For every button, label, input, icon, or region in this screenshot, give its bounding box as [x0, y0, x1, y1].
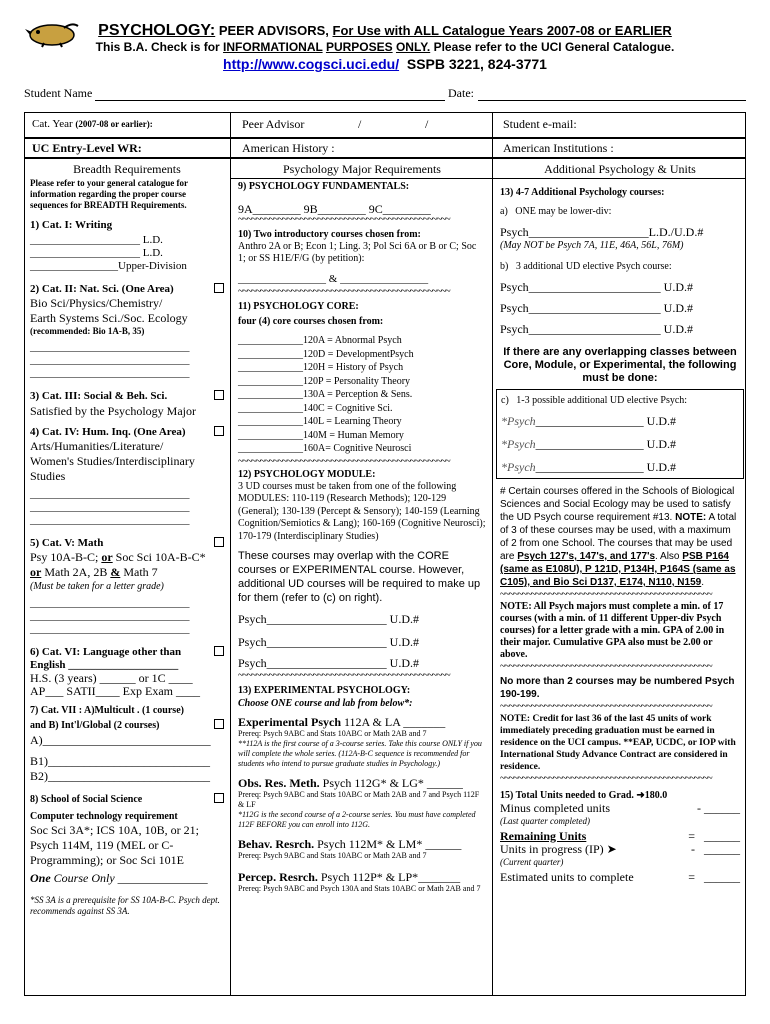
divider: ~~~~~~~~~~~~~~~~~~~~~~~~~~~~~~~~~~~~~~~~~~~~~~~~ — [238, 288, 450, 296]
header-contact — [0, 56, 770, 72]
exp3-prereq: Prereq: Psych 9ABC and Stats 10ABC or Math 2AB and 7 — [238, 851, 427, 860]
cat-year-note: (2007-08 or earlier): — [75, 119, 153, 129]
module-field[interactable]: Psych____________________ U.D.# — [238, 635, 420, 649]
in-progress-row[interactable]: Units in progress (IP) ➤ - ______ — [500, 842, 740, 856]
cat5-field-3[interactable]: _____________________________ — [30, 623, 190, 635]
total-units-row: 15) Total Units needed to Grad. ➜180.0 — [500, 790, 668, 801]
exp1-note: **112A is the first course of a 3-course series. Take this course ONLY if you will complete the whole series. (112A-B-C sequence is recommended for students who intend to pursue graduate studies in Psychology.) — [238, 739, 482, 768]
certain-courses: # Certain courses offered in the Schools of Biological Sciences and Social Ecology may be used to satisfy the UD Psych course requirement #13. NOTE: A total of 3 of these courses may be used, with a maximum of 2 from one School. The courses that may be used are Psych 127's, 147's, and 177's. Also PSB P164 (same as E108U), P 121D, P134H, P164S (same as C105), and Bio Sci D137, E174, N110, N159. — [500, 486, 737, 588]
breadth-heading: Breadth Requirements — [73, 162, 181, 176]
title-main: PSYCHOLOGY: — [98, 22, 216, 39]
divider: ~~~~~~~~~~~~~~~~~~~~~~~~~~~~~~~~~~~~~~~~~~~~~~~~ — [500, 703, 712, 711]
s10-fields[interactable]: ________________ & ________________ — [238, 273, 429, 285]
cat3-checkbox[interactable] — [214, 390, 224, 400]
core-item[interactable]: _____________160A= Cognitive Neurosci — [238, 443, 412, 454]
s10-options: Anthro 2A or B; Econ 1; Ling. 3; Pol Sci 6A or B or C; Soc 1; or SS H1E/F/G (by petition): — [238, 241, 477, 264]
website-link[interactable]: http://www.cogsci.uci.edu/ — [223, 56, 400, 72]
cat2-recommended: (recommended: Bio 1A-B, 35) — [30, 326, 145, 336]
exp3-field[interactable]: Behav. Resrch. Psych 112M* & LM* ______ — [238, 837, 462, 851]
cat3-heading: 3) Cat. III: Social & Beh. Sci. — [30, 390, 224, 403]
c-field[interactable]: *Psych__________________ U.D.# — [501, 437, 676, 451]
disclaimer-e: Please refer to the UCI General Catalogue. — [433, 40, 675, 54]
cat1-ld1-field[interactable]: ____________________ L.D. — [30, 234, 163, 246]
footnote: *SS 3A is a prerequisite for SS 10A-B-C. Psych dept. recommends against SS 3A. — [30, 895, 220, 916]
max-190-note: No more than 2 courses may be numbered Psych 190-199. — [500, 676, 735, 700]
cat8-one-only[interactable]: One Course Only _______________ — [30, 871, 208, 885]
american-history-label: American History : — [242, 141, 335, 155]
core-item[interactable]: _____________130A = Perception & Sens. — [238, 389, 413, 400]
cat5-field-2[interactable]: _____________________________ — [30, 610, 190, 622]
cat4-heading: 4) Cat. IV: Hum. Inq. (One Area) — [30, 426, 224, 439]
cat3-satisfied: Satisfied by the Psychology Major — [30, 404, 196, 418]
cat7-checkbox[interactable] — [214, 719, 224, 729]
core-item[interactable]: _____________120D = DevelopmentPsych — [238, 348, 414, 360]
title-use: For Use with ALL Catalogue Years 2007-08 or EARLIER — [332, 23, 672, 38]
s13-note: Choose ONE course and lab from below*: — [238, 698, 413, 709]
exp4-field[interactable]: Percep. Resrch. Psych 112P* & LP*_______ — [238, 870, 461, 884]
divider: ~~~~~~~~~~~~~~~~~~~~~~~~~~~~~~~~~~~~~~~~~~~~~~~~ — [238, 216, 450, 224]
slash-2: / — [425, 117, 429, 131]
disclaimer-a: This B.A. Check is for — [95, 40, 220, 54]
cat5-heading: 5) Cat. V: Math — [30, 537, 224, 550]
exp4-prereq: Prereq: Psych 9ABC and Psych 130A and Stats 10ABC or Math 2AB and 7 — [238, 884, 481, 893]
cat2-field-3[interactable]: _____________________________ — [30, 367, 190, 379]
s11-heading: 11) PSYCHOLOGY CORE: — [238, 301, 359, 312]
cat2-areas: Bio Sci/Physics/Chemistry/ Earth Systems Sci./Soc. Ecology — [30, 296, 188, 325]
cat4-field-1[interactable]: _____________________________ — [30, 488, 190, 500]
cat1-heading: 1) Cat. I: Writing — [30, 219, 113, 231]
s9-heading: 9) PSYCHOLOGY FUNDAMENTALS: — [238, 181, 410, 192]
remaining-row[interactable]: Remaining Units = ______ — [500, 829, 740, 843]
exp2-field[interactable]: Obs. Res. Meth. Psych 112G* & LG* ______ — [238, 776, 463, 790]
american-institutions-label: American Institutions : — [503, 141, 614, 155]
disclaimer-d: ONLY. — [395, 40, 431, 54]
arrow-right-icon: ➜ — [636, 790, 645, 801]
divider — [230, 158, 231, 996]
core-item[interactable]: _____________120A = Abnormal Psych — [238, 335, 402, 346]
cat5-field-1[interactable]: _____________________________ — [30, 597, 190, 609]
uc-entry-label: UC Entry-Level WR: — [32, 141, 142, 155]
divider: ~~~~~~~~~~~~~~~~~~~~~~~~~~~~~~~~~~~~~~~~~~~~~~~~ — [500, 663, 712, 671]
b-field[interactable]: Psych______________________ U.D.# — [500, 322, 694, 336]
exp2-note: *112G is the second course of a 2-course series. You must have completed 112F BEFORE you can enroll into 112G. — [238, 810, 476, 829]
breadth-column — [30, 163, 224, 917]
major-heading: Psychology Major Requirements — [283, 162, 441, 176]
cat6-heading: 6) Cat. VI: Language other than — [30, 646, 224, 659]
breadth-note: Please refer to your general catalogue for information regarding the proper course sequences for BREADTH Requirements. — [30, 178, 188, 210]
s12-modules: 3 UD courses must be taken from one of the following MODULES: 110-119 (Research Methods); 120-129 (General); 130-139 (Percept & Sensory); 140-159 (Learning Cognition/Semiotics & Lang); 160-169 (Cognitive Neurosci); 170-179 (Interdisciplinary Studies) — [238, 480, 486, 542]
cat1-ud-field[interactable]: ________________Upper-Division — [30, 260, 187, 272]
cat8-comp: Computer technology requirement — [30, 811, 178, 822]
divider: ~~~~~~~~~~~~~~~~~~~~~~~~~~~~~~~~~~~~~~~~~~~~~~~~ — [500, 775, 712, 783]
cat5-options: Psy 10A-B-C; or Soc Sci 10A-B-C* or Math 2A, 2B & Math 7 — [30, 550, 206, 579]
divider — [230, 138, 231, 158]
core-list — [238, 334, 486, 456]
s13-heading: 13) EXPERIMENTAL PSYCHOLOGY: — [238, 685, 411, 696]
b-field[interactable]: Psych______________________ U.D.# — [500, 301, 694, 315]
cat5-checkbox[interactable] — [214, 537, 224, 547]
cat4-areas: Arts/Humanities/Literature/ Women's Studies/Interdisciplinary Studies — [30, 439, 195, 483]
b-field[interactable]: Psych______________________ U.D.# — [500, 280, 694, 294]
s9-fields[interactable]: 9A________ 9B________ 9C________ — [238, 202, 431, 216]
all-majors-note: NOTE: All Psych majors must complete a min. of 17 courses (with a min. of 11 different Upper-div Psych courses) for a letter grade with a min. GPA of 2.00 in their major. Cumulative GPA also must be 2.00 or above. — [500, 601, 725, 660]
divider: ~~~~~~~~~~~~~~~~~~~~~~~~~~~~~~~~~~~~~~~~~~~~~~~~ — [238, 457, 450, 466]
peer-advisor-label: Peer Advisor — [242, 117, 305, 131]
s12-heading: 12) PSYCHOLOGY MODULE: — [238, 468, 376, 480]
disclaimer-c: PURPOSES — [325, 40, 393, 54]
cat8-heading: 8) School of Social Science — [30, 793, 224, 806]
cat6-hs-field[interactable]: H.S. (3 years) ______ or 1C ____ — [30, 671, 193, 685]
cat6-english[interactable]: English ____________________ — [30, 659, 179, 671]
cat7-b1-field[interactable]: B1)___________________________ — [30, 754, 210, 768]
cat2-field-1[interactable]: _____________________________ — [30, 341, 190, 353]
additional-heading: Additional Psychology & Units — [544, 162, 696, 176]
student-email-label: Student e-mail: — [503, 117, 577, 131]
cat8-checkbox[interactable] — [214, 793, 224, 803]
date-label: Date: — [448, 86, 474, 100]
c-field[interactable]: *Psych__________________ U.D.# — [501, 460, 676, 474]
student-name-field[interactable] — [95, 100, 445, 101]
estimated-row[interactable]: Estimated units to complete = ______ — [500, 870, 740, 884]
last-quarter-note: (Last quarter completed) — [500, 816, 590, 826]
b-item: b) 3 additional UD elective Psych course: — [500, 261, 672, 272]
current-quarter-note: (Current quarter) — [500, 857, 564, 867]
cat2-field-2[interactable]: _____________________________ — [30, 354, 190, 366]
overlap-notice: If there are any overlapping classes between Core, Module, or Experimental, the following must be done: — [503, 346, 737, 384]
header-title — [0, 22, 770, 40]
a-field[interactable]: Psych____________________L.D./U.D.# — [500, 225, 704, 239]
c-field[interactable]: *Psych__________________ U.D.# — [501, 414, 676, 428]
office-info: SSPB 3221, 824-3771 — [406, 56, 547, 72]
divider — [492, 138, 493, 158]
header-disclaimer — [0, 40, 770, 54]
exp2-prereq: Prereq: Psych 9ABC and Stats 10ABC or Math 2AB and 7 and Psych 112F & LF — [238, 790, 480, 809]
arrow-icon: ➤ — [606, 842, 617, 856]
date-field[interactable] — [478, 100, 746, 101]
cat8-options: Soc Sci 3A*; ICS 10A, 10B, or 21; Psych 114M, 119 (MEL or C- Programming); or Soc Sci 101E — [30, 823, 200, 867]
major-column — [238, 163, 486, 894]
cat6-checkbox[interactable] — [214, 646, 224, 656]
s12-overlap: These courses may overlap with the CORE courses or EXPERIMENTAL course. However, additional UD courses will be required to make up for them (refer to (c) on right). — [238, 550, 481, 604]
divider — [492, 158, 493, 996]
a-item: a) ONE may be lower-div: — [500, 206, 612, 217]
exp1-field[interactable]: Experimental Psych 112A & LA _______ — [238, 715, 446, 729]
c-box — [496, 389, 744, 479]
cat5-note: (Must be taken for a letter grade) — [30, 581, 164, 592]
a-note: (May NOT be Psych 7A, 11E, 46A, 56L, 76M) — [500, 240, 684, 251]
cat7-b2-field[interactable]: B2)___________________________ — [30, 769, 210, 783]
cat4-checkbox[interactable] — [214, 426, 224, 436]
core-item[interactable]: _____________120H = History of Psych — [238, 362, 404, 373]
cat7-heading-b: and B) Int'l/Global (2 courses) — [30, 719, 224, 732]
student-name-label: Student Name — [24, 86, 93, 100]
divider — [492, 112, 493, 138]
divider — [230, 178, 492, 179]
divider: ~~~~~~~~~~~~~~~~~~~~~~~~~~~~~~~~~~~~~~~~~~~~~~~~ — [238, 672, 450, 680]
slash-1: / — [358, 117, 362, 131]
divider: ~~~~~~~~~~~~~~~~~~~~~~~~~~~~~~~~~~~~~~~~~~~~~~~~ — [500, 591, 712, 599]
core-item[interactable]: _____________140M = Human Memory — [238, 429, 404, 441]
cat6-ap-field[interactable]: AP___ SATII____ Exp Exam ____ — [30, 684, 200, 698]
c-item: c) 1-3 possible additional UD elective Psych: — [501, 395, 688, 406]
cat2-checkbox[interactable] — [214, 283, 224, 293]
cat-year-field[interactable] — [32, 118, 153, 130]
additional-column — [500, 163, 740, 884]
s13-additional-heading: 13) 4-7 Additional Psychology courses: — [500, 187, 665, 198]
core-item[interactable]: _____________140L = Learning Theory — [238, 416, 402, 427]
divider — [230, 112, 231, 138]
title-rest: PEER ADVISORS, — [218, 23, 329, 38]
s11-note: four (4) core courses chosen from: — [238, 316, 384, 327]
minus-units-row[interactable]: Minus completed units - ______ — [500, 801, 740, 815]
core-item[interactable]: _____________120P = Personality Theory — [238, 375, 411, 387]
cat7-a-field[interactable]: A)____________________________ — [30, 733, 211, 747]
cat-year-label: Cat. Year — [32, 118, 73, 130]
cat1-ld2-field[interactable]: ____________________ L.D. — [30, 247, 163, 259]
residence-note: NOTE: Credit for last 36 of the last 45 units of work immediately preceding graduation must be earned in residence on the UCI campus. **EAP, UCDC, or IOP with International Study Advance Contract are considered in residence. — [500, 714, 736, 772]
cat4-field-2[interactable]: _____________________________ — [30, 501, 190, 513]
divider — [492, 178, 746, 179]
exp1-prereq: Prereq: Psych 9ABC and Stats 10ABC or Math 2AB and 7 — [238, 729, 427, 738]
s10-heading: 10) Two introductory courses chosen from: — [238, 229, 421, 240]
cat4-field-3[interactable]: _____________________________ — [30, 514, 190, 526]
module-field[interactable]: Psych____________________ U.D.# — [238, 612, 420, 626]
cat2-heading: 2) Cat. II: Nat. Sci. (One Area) — [30, 283, 224, 296]
core-item[interactable]: _____________140C = Cognitive Sci. — [238, 402, 393, 414]
cat7-heading: 7) Cat. VII : A)Multicult . (1 course) — [30, 705, 184, 716]
module-field[interactable]: Psych____________________ U.D.# — [238, 656, 420, 670]
disclaimer-b: INFORMATIONAL — [223, 40, 323, 54]
